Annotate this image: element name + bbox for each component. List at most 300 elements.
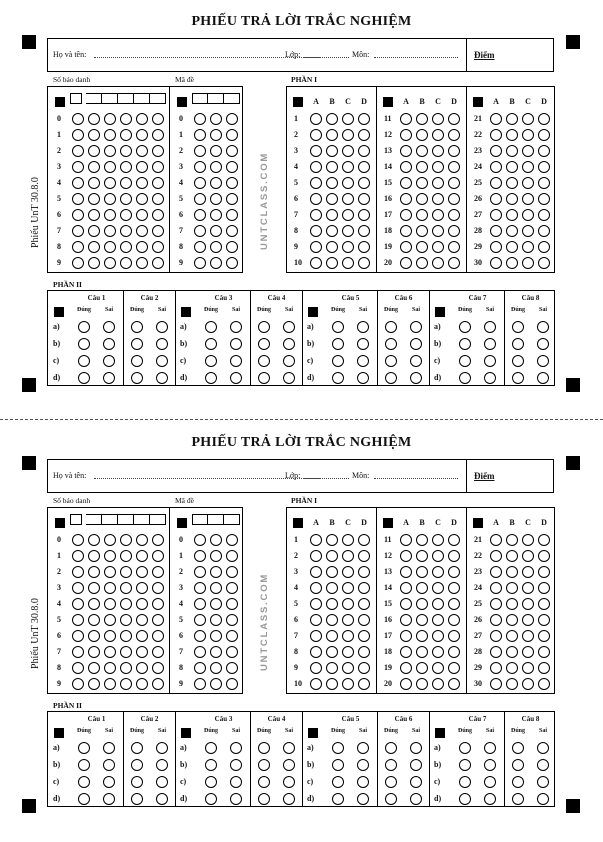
bubble[interactable] [78,742,90,754]
bubble[interactable] [326,534,338,546]
bubble[interactable] [538,534,550,546]
bubble[interactable] [152,177,164,189]
bubble[interactable] [310,193,322,205]
bubble[interactable] [194,145,206,157]
sbd-cell[interactable] [150,93,166,104]
bubble[interactable] [459,776,471,788]
bubble[interactable] [152,145,164,157]
bubble[interactable] [342,225,354,237]
bubble[interactable] [103,776,115,788]
bubble[interactable] [432,582,444,594]
bubble[interactable] [432,145,444,157]
bubble[interactable] [226,193,238,205]
bubble[interactable] [400,177,412,189]
bubble[interactable] [226,566,238,578]
bubble[interactable] [342,582,354,594]
bubble[interactable] [522,193,534,205]
bubble[interactable] [512,355,524,367]
bubble[interactable] [72,646,84,658]
bubble[interactable] [357,338,369,350]
bubble[interactable] [88,193,100,205]
bubble[interactable] [152,614,164,626]
bubble[interactable] [131,372,143,384]
bubble[interactable] [152,678,164,690]
bubble[interactable] [230,759,242,771]
bubble[interactable] [490,129,502,141]
bubble[interactable] [432,257,444,269]
bubble[interactable] [490,662,502,674]
bubble[interactable] [210,241,222,253]
bubble[interactable] [506,598,518,610]
bubble[interactable] [490,161,502,173]
bubble[interactable] [522,550,534,562]
bubble[interactable] [136,614,148,626]
bubble[interactable] [258,742,270,754]
bubble[interactable] [205,776,217,788]
bubble[interactable] [205,793,217,805]
bubble[interactable] [104,582,116,594]
bubble[interactable] [258,338,270,350]
bubble[interactable] [72,177,84,189]
bubble[interactable] [88,225,100,237]
bubble[interactable] [385,372,397,384]
bubble[interactable] [400,193,412,205]
bubble[interactable] [103,372,115,384]
bubble[interactable] [310,161,322,173]
bubble[interactable] [131,321,143,333]
bubble[interactable] [136,662,148,674]
bubble[interactable] [385,742,397,754]
bubble[interactable] [104,630,116,642]
sbd-cell[interactable] [70,514,82,525]
bubble[interactable] [357,776,369,788]
bubble[interactable] [88,145,100,157]
bubble[interactable] [283,338,295,350]
bubble[interactable] [416,678,428,690]
bubble[interactable] [522,113,534,125]
bubble[interactable] [194,193,206,205]
bubble[interactable] [400,646,412,658]
bubble[interactable] [459,355,471,367]
bubble[interactable] [88,598,100,610]
bubble[interactable] [210,662,222,674]
bubble[interactable] [342,662,354,674]
bubble[interactable] [506,566,518,578]
bubble[interactable] [506,129,518,141]
bubble[interactable] [72,630,84,642]
bubble[interactable] [120,129,132,141]
bubble[interactable] [342,614,354,626]
bubble[interactable] [72,257,84,269]
bubble[interactable] [400,566,412,578]
bubble[interactable] [310,566,322,578]
bubble[interactable] [136,193,148,205]
bubble[interactable] [358,241,370,253]
bubble[interactable] [210,534,222,546]
bubble[interactable] [537,742,549,754]
bubble[interactable] [226,241,238,253]
bubble[interactable] [131,776,143,788]
bubble[interactable] [490,177,502,189]
bubble[interactable] [416,241,428,253]
bubble[interactable] [506,225,518,237]
bubble[interactable] [410,338,422,350]
bubble[interactable] [120,257,132,269]
bubble[interactable] [342,257,354,269]
bubble[interactable] [283,776,295,788]
bubble[interactable] [194,630,206,642]
bubble[interactable] [131,742,143,754]
bubble[interactable] [88,534,100,546]
bubble[interactable] [194,241,206,253]
bubble[interactable] [512,776,524,788]
bubble[interactable] [103,355,115,367]
bubble[interactable] [416,614,428,626]
bubble[interactable] [506,257,518,269]
bubble[interactable] [230,355,242,367]
bubble[interactable] [326,598,338,610]
bubble[interactable] [72,145,84,157]
bubble[interactable] [258,321,270,333]
bubble[interactable] [156,793,168,805]
bubble[interactable] [120,566,132,578]
bubble[interactable] [357,759,369,771]
bubble[interactable] [512,372,524,384]
bubble[interactable] [448,225,460,237]
bubble[interactable] [432,614,444,626]
bubble[interactable] [400,225,412,237]
bubble[interactable] [342,113,354,125]
bubble[interactable] [448,113,460,125]
bubble[interactable] [522,177,534,189]
bubble[interactable] [210,113,222,125]
bubble[interactable] [448,193,460,205]
bubble[interactable] [506,646,518,658]
bubble[interactable] [72,161,84,173]
bubble[interactable] [72,614,84,626]
bubble[interactable] [522,129,534,141]
bubble[interactable] [205,321,217,333]
bubble[interactable] [332,321,344,333]
bubble[interactable] [358,534,370,546]
bubble[interactable] [400,614,412,626]
bubble[interactable] [136,582,148,594]
bubble[interactable] [400,678,412,690]
bubble[interactable] [258,372,270,384]
bubble[interactable] [120,662,132,674]
bubble[interactable] [152,566,164,578]
bubble[interactable] [152,193,164,205]
bubble[interactable] [120,630,132,642]
bubble[interactable] [210,630,222,642]
bubble[interactable] [310,662,322,674]
bubble[interactable] [136,113,148,125]
bubble[interactable] [490,193,502,205]
bubble[interactable] [432,598,444,610]
bubble[interactable] [226,225,238,237]
bubble[interactable] [459,321,471,333]
bubble[interactable] [538,225,550,237]
bubble[interactable] [194,662,206,674]
bubble[interactable] [88,113,100,125]
bubble[interactable] [72,241,84,253]
bubble[interactable] [156,338,168,350]
bubble[interactable] [226,129,238,141]
bubble[interactable] [120,177,132,189]
bubble[interactable] [210,177,222,189]
bubble[interactable] [103,321,115,333]
bubble[interactable] [358,257,370,269]
bubble[interactable] [104,209,116,221]
bubble[interactable] [432,113,444,125]
bubble[interactable] [152,113,164,125]
sbd-cell[interactable] [70,93,82,104]
bubble[interactable] [310,550,322,562]
bubble[interactable] [490,145,502,157]
bubble[interactable] [522,209,534,221]
bubble[interactable] [342,630,354,642]
bubble[interactable] [136,241,148,253]
bubble[interactable] [310,257,322,269]
bubble[interactable] [342,161,354,173]
bubble[interactable] [342,678,354,690]
bubble[interactable] [506,630,518,642]
bubble[interactable] [448,662,460,674]
bubble[interactable] [490,582,502,594]
bubble[interactable] [538,161,550,173]
bubble[interactable] [342,598,354,610]
bubble[interactable] [258,776,270,788]
bubble[interactable] [484,321,496,333]
bubble[interactable] [78,338,90,350]
bubble[interactable] [538,582,550,594]
bubble[interactable] [385,793,397,805]
sbd-cell[interactable] [118,514,134,525]
bubble[interactable] [522,598,534,610]
bubble[interactable] [332,338,344,350]
bubble[interactable] [226,161,238,173]
made-cell[interactable] [192,93,208,104]
bubble[interactable] [194,129,206,141]
bubble[interactable] [156,759,168,771]
bubble[interactable] [88,209,100,221]
bubble[interactable] [538,257,550,269]
bubble[interactable] [194,598,206,610]
bubble[interactable] [410,793,422,805]
bubble[interactable] [136,177,148,189]
bubble[interactable] [522,630,534,642]
bubble[interactable] [538,145,550,157]
bubble[interactable] [152,582,164,594]
bubble[interactable] [385,321,397,333]
bubble[interactable] [432,161,444,173]
bubble[interactable] [357,321,369,333]
bubble[interactable] [326,129,338,141]
bubble[interactable] [459,372,471,384]
bubble[interactable] [400,630,412,642]
bubble[interactable] [538,566,550,578]
bubble[interactable] [152,225,164,237]
bubble[interactable] [226,614,238,626]
bubble[interactable] [226,534,238,546]
bubble[interactable] [358,678,370,690]
bubble[interactable] [358,113,370,125]
bubble[interactable] [194,257,206,269]
bubble[interactable] [310,630,322,642]
bubble[interactable] [310,534,322,546]
bubble[interactable] [537,372,549,384]
bubble[interactable] [432,193,444,205]
bubble[interactable] [490,678,502,690]
bubble[interactable] [538,177,550,189]
bubble[interactable] [210,193,222,205]
bubble[interactable] [104,225,116,237]
made-cell[interactable] [208,93,224,104]
bubble[interactable] [432,177,444,189]
bubble[interactable] [400,145,412,157]
bubble[interactable] [342,129,354,141]
bubble[interactable] [152,129,164,141]
bubble[interactable] [522,257,534,269]
bubble[interactable] [326,113,338,125]
bubble[interactable] [512,338,524,350]
bubble[interactable] [522,145,534,157]
bubble[interactable] [522,566,534,578]
bubble[interactable] [230,776,242,788]
bubble[interactable] [152,630,164,642]
bubble[interactable] [120,598,132,610]
bubble[interactable] [120,550,132,562]
bubble[interactable] [283,759,295,771]
bubble[interactable] [400,534,412,546]
bubble[interactable] [358,193,370,205]
bubble[interactable] [459,759,471,771]
bubble[interactable] [416,566,428,578]
bubble[interactable] [448,630,460,642]
bubble[interactable] [400,241,412,253]
bubble[interactable] [432,678,444,690]
bubble[interactable] [230,372,242,384]
bubble[interactable] [410,321,422,333]
bubble[interactable] [104,566,116,578]
bubble[interactable] [103,338,115,350]
bubble[interactable] [258,759,270,771]
bubble[interactable] [490,550,502,562]
sbd-cell[interactable] [86,514,102,525]
bubble[interactable] [416,145,428,157]
bubble[interactable] [448,177,460,189]
bubble[interactable] [448,145,460,157]
bubble[interactable] [358,161,370,173]
bubble[interactable] [103,759,115,771]
bubble[interactable] [416,161,428,173]
bubble[interactable] [194,566,206,578]
bubble[interactable] [310,582,322,594]
bubble[interactable] [326,225,338,237]
bubble[interactable] [258,793,270,805]
bubble[interactable] [72,534,84,546]
bubble[interactable] [506,662,518,674]
bubble[interactable] [136,225,148,237]
bubble[interactable] [136,550,148,562]
bubble[interactable] [152,662,164,674]
bubble[interactable] [210,129,222,141]
bubble[interactable] [226,550,238,562]
bubble[interactable] [326,241,338,253]
bubble[interactable] [310,209,322,221]
bubble[interactable] [416,257,428,269]
bubble[interactable] [448,614,460,626]
bubble[interactable] [448,129,460,141]
bubble[interactable] [156,321,168,333]
bubble[interactable] [358,582,370,594]
bubble[interactable] [72,129,84,141]
subject-field[interactable] [374,478,458,479]
bubble[interactable] [459,742,471,754]
bubble[interactable] [506,534,518,546]
bubble[interactable] [283,372,295,384]
bubble[interactable] [136,145,148,157]
bubble[interactable] [448,209,460,221]
bubble[interactable] [432,566,444,578]
sbd-cell[interactable] [150,514,166,525]
bubble[interactable] [448,598,460,610]
bubble[interactable] [332,742,344,754]
bubble[interactable] [152,257,164,269]
bubble[interactable] [78,759,90,771]
bubble[interactable] [357,793,369,805]
bubble[interactable] [332,759,344,771]
bubble[interactable] [310,241,322,253]
made-cell[interactable] [192,514,208,525]
bubble[interactable] [131,793,143,805]
bubble[interactable] [342,566,354,578]
bubble[interactable] [120,678,132,690]
bubble[interactable] [358,145,370,157]
bubble[interactable] [342,177,354,189]
bubble[interactable] [120,209,132,221]
bubble[interactable] [538,193,550,205]
bubble[interactable] [88,161,100,173]
bubble[interactable] [358,614,370,626]
bubble[interactable] [210,145,222,157]
bubble[interactable] [342,241,354,253]
bubble[interactable] [120,193,132,205]
bubble[interactable] [156,372,168,384]
bubble[interactable] [120,646,132,658]
bubble[interactable] [512,742,524,754]
bubble[interactable] [226,145,238,157]
bubble[interactable] [205,372,217,384]
bubble[interactable] [156,355,168,367]
bubble[interactable] [104,193,116,205]
bubble[interactable] [400,598,412,610]
bubble[interactable] [400,662,412,674]
bubble[interactable] [538,630,550,642]
bubble[interactable] [416,113,428,125]
bubble[interactable] [358,550,370,562]
bubble[interactable] [448,646,460,658]
bubble[interactable] [88,550,100,562]
bubble[interactable] [326,630,338,642]
bubble[interactable] [400,550,412,562]
bubble[interactable] [72,582,84,594]
bubble[interactable] [104,113,116,125]
bubble[interactable] [538,550,550,562]
bubble[interactable] [88,177,100,189]
bubble[interactable] [326,161,338,173]
bubble[interactable] [484,372,496,384]
